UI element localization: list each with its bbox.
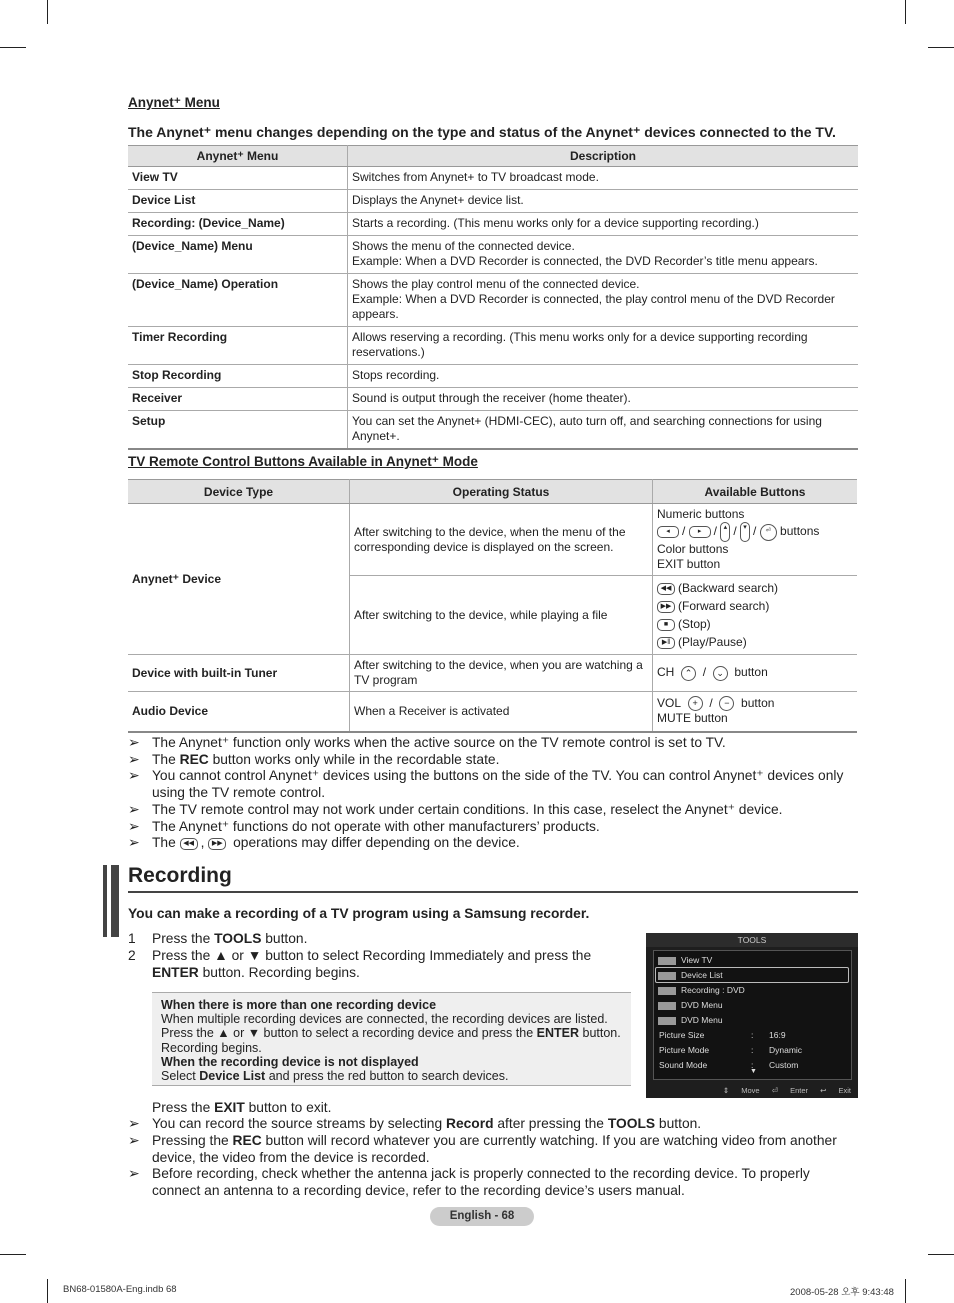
arrow-icon: ➢ <box>128 1166 140 1182</box>
recording-steps <box>128 930 638 981</box>
crop-mark <box>928 1254 954 1255</box>
mute-button-label: MUTE button <box>657 711 728 726</box>
page-number-badge: English - 68 <box>430 1207 534 1226</box>
menu-item-label: Recording : DVD <box>681 985 745 995</box>
status-cell: When a Receiver is activated <box>350 692 653 732</box>
note-item <box>128 768 848 801</box>
arrow-buttons-line: ◂ / ▸ / ▴ / ▾ / ⏎ buttons <box>657 522 853 542</box>
menu-item-label: Device List <box>681 970 723 980</box>
anynet-menu-heading: Anynet⁺ Menu <box>128 95 220 110</box>
buttons-cell <box>653 692 858 732</box>
tools-menu-footer <box>646 1086 851 1095</box>
footer-timestamp: 2008-05-28 오후 9:43:48 <box>790 1287 894 1298</box>
exit-instruction <box>152 1100 331 1115</box>
table-row <box>128 365 858 388</box>
note-item <box>128 1133 848 1167</box>
device-type-cell: Audio Device <box>128 692 350 732</box>
note-bold: REC <box>232 1132 262 1148</box>
status-cell: After switching to the device, when you are watching a TV program <box>350 655 653 692</box>
crop-mark <box>0 47 26 48</box>
desc-line: Shows the play control menu of the connected device. <box>352 277 640 291</box>
volume-down-icon: − <box>719 696 734 711</box>
box-heading: When the recording device is not displayed <box>161 1054 419 1069</box>
color-buttons-label: Color buttons <box>657 542 729 556</box>
heading-rule <box>128 891 858 893</box>
note-text: The <box>152 751 180 767</box>
note-item <box>128 1166 848 1200</box>
button-label: (Backward search) <box>678 581 779 595</box>
hint-label: Move <box>741 1086 760 1095</box>
box-text: When multiple recording devices are connected, the recording devices are listed. <box>161 1012 608 1027</box>
step-number: 2 <box>128 948 136 963</box>
section-marker <box>111 865 119 937</box>
status-cell: After switching to the device, while playing a file <box>350 576 653 655</box>
menu-cell: Device List <box>128 190 348 213</box>
note-text: after pressing the <box>493 1116 608 1131</box>
box-heading: When there is more than one recording device <box>161 998 437 1012</box>
table-row <box>128 327 858 365</box>
desc-cell: You can set the Anynet+ (HDMI-CEC), auto turn off, and searching connections for using Anynet+. <box>348 411 859 450</box>
anynet-logo-icon <box>658 972 676 980</box>
scroll-down-icon: ▼ <box>750 1068 757 1075</box>
separator: / <box>709 696 713 711</box>
desc-cell: Displays the Anynet+ device list. <box>348 190 859 213</box>
note-item <box>128 819 848 836</box>
anynet-logo-icon <box>658 987 676 995</box>
setting-key: Picture Mode <box>659 1045 710 1055</box>
anynet-logo-icon <box>658 1002 676 1010</box>
note-text: button works only while in the recordable state. <box>208 751 500 767</box>
hint-label: Enter <box>790 1086 809 1095</box>
recording-device-note-box <box>152 992 631 1086</box>
note-text: The Anynet⁺ function only works when the active source on the TV remote control is set to TV. <box>152 735 726 750</box>
recording-heading: Recording <box>128 864 232 887</box>
setting-row[interactable] <box>659 1043 844 1057</box>
menu-cell: View TV <box>128 167 348 190</box>
step-bold: TOOLS <box>214 931 262 946</box>
setting-value: Custom <box>769 1060 799 1070</box>
anynet-menu-intro: The Anynet⁺ menu changes depending on the type and status of the Anynet⁺ devices connected to the TV. <box>128 124 836 140</box>
note-text: button. <box>655 1116 702 1131</box>
desc-cell <box>348 236 859 274</box>
anynet-logo-icon <box>658 957 676 965</box>
table-row <box>128 388 858 411</box>
box-text: and press the red button to search devices. <box>265 1069 509 1084</box>
tools-menu-item[interactable] <box>658 953 712 967</box>
note-text: You cannot control Anynet⁺ devices using the buttons on the side of the TV. You can control Anynet⁺ devices only using the TV remote control. <box>152 768 844 801</box>
note-text: Pressing the <box>152 1132 233 1148</box>
step-text: Press the ▲ or ▼ button to select Recording Immediately and press the <box>152 948 592 963</box>
up-arrow-icon: ▴ <box>720 522 730 542</box>
arrow-icon: ➢ <box>128 751 140 767</box>
note-text: , <box>200 835 205 851</box>
table-row <box>128 236 858 274</box>
column-header: Description <box>348 146 859 167</box>
table-row <box>128 190 858 213</box>
device-type-cell: Anynet⁺ Device <box>128 504 350 655</box>
crop-mark <box>928 47 954 48</box>
footer-file-info: BN68-01580A-Eng.indb 68 <box>63 1284 177 1295</box>
box-bold: ENTER <box>536 1026 580 1041</box>
backward-search-line <box>657 579 853 597</box>
desc-line: Shows the menu of the connected device. <box>352 239 575 253</box>
setting-row[interactable] <box>659 1028 844 1042</box>
box-text: Recording begins. <box>161 1040 262 1055</box>
step-text: button. <box>261 931 308 946</box>
tools-menu-item[interactable] <box>658 968 723 982</box>
desc-cell: Starts a recording. (This menu works only for a device supporting recording.) <box>348 213 859 236</box>
play-pause-line <box>657 633 853 651</box>
crop-mark <box>905 1279 906 1303</box>
arrow-icon: ➢ <box>128 801 140 817</box>
setting-colon: : <box>751 1045 754 1055</box>
stop-icon: ■ <box>657 619 675 631</box>
note-item <box>128 735 848 752</box>
table-row <box>128 274 858 327</box>
column-header: Operating Status <box>350 480 653 504</box>
vol-label: VOL <box>657 696 682 711</box>
rewind-icon: ◀◀ <box>657 583 675 595</box>
note-text: You can record the source streams by selecting <box>152 1116 446 1131</box>
channel-up-icon: ⌃ <box>681 666 696 681</box>
step-item <box>128 947 638 981</box>
fast-forward-icon: ▶▶ <box>208 838 226 850</box>
recording-intro: You can make a recording of a TV program using a Samsung recorder. <box>128 906 590 921</box>
column-header: Available Buttons <box>653 480 858 504</box>
ch-label: CH <box>657 665 675 680</box>
crop-mark <box>905 0 906 24</box>
play-pause-icon: ▶‖ <box>657 637 675 649</box>
tools-menu-title: TOOLS <box>646 933 858 947</box>
arrow-icon: ➢ <box>128 735 140 750</box>
buttons-cell <box>653 576 858 655</box>
step-number: 1 <box>128 931 136 946</box>
volume-line <box>657 696 853 711</box>
note-bold: REC <box>179 751 209 767</box>
move-hint: ⇕ Move <box>722 1086 760 1095</box>
fast-forward-icon: ▶▶ <box>657 601 675 613</box>
down-arrow-icon: ▾ <box>740 522 750 542</box>
note-bold: TOOLS <box>607 1116 656 1131</box>
desc-cell: Switches from Anynet+ to TV broadcast mode. <box>348 167 859 190</box>
desc-line: Example: When a DVD Recorder is connected, the play control menu of the DVD Recorder appears. <box>352 292 835 321</box>
buttons-label: buttons <box>780 524 820 539</box>
arrow-icon: ➢ <box>128 835 140 851</box>
exit-button-label: EXIT button <box>657 557 721 571</box>
note-text: The TV remote control may not work under certain conditions. In this case, reselect the Anynet⁺ device. <box>152 801 783 817</box>
right-arrow-icon: ▸ <box>689 526 711 538</box>
step-text: button. Recording begins. <box>198 965 360 980</box>
setting-colon: : <box>751 1030 754 1040</box>
channel-down-icon: ⌄ <box>713 666 728 681</box>
note-text: The Anynet⁺ functions do not operate with other manufacturers’ products. <box>152 818 600 834</box>
step-text: Press the <box>152 931 215 946</box>
menu-cell: Recording: (Device_Name) <box>128 213 348 236</box>
note-bold: Record <box>445 1116 494 1131</box>
menu-item-label: DVD Menu <box>681 1000 723 1010</box>
desc-cell: Sound is output through the receiver (home theater). <box>348 388 859 411</box>
device-type-cell: Device with built-in Tuner <box>128 655 350 692</box>
note-text: button will record whatever you are currently watching. If you are watching video from another device, the video from the device is recorded. <box>152 1132 837 1165</box>
left-arrow-icon: ◂ <box>657 526 679 538</box>
desc-cell <box>348 274 859 327</box>
tools-menu-item[interactable] <box>658 983 745 997</box>
table-row <box>128 167 858 190</box>
hint-label: Exit <box>838 1086 851 1095</box>
forward-search-line <box>657 597 853 615</box>
menu-cell: Stop Recording <box>128 365 348 388</box>
rewind-icon: ◀◀ <box>180 838 198 850</box>
exit-hint: ↩ Exit <box>820 1086 851 1095</box>
step-bold: ENTER <box>152 965 199 980</box>
section-marker <box>103 865 107 937</box>
menu-cell: (Device_Name) Menu <box>128 236 348 274</box>
crop-mark <box>0 1254 26 1255</box>
menu-item-label: DVD Menu <box>681 1015 723 1025</box>
column-header: Device Type <box>128 480 350 504</box>
menu-cell: Setup <box>128 411 348 450</box>
volume-up-icon: + <box>688 696 703 711</box>
anynet-logo-icon <box>658 1017 676 1025</box>
menu-cell: Receiver <box>128 388 348 411</box>
button-label: button <box>741 696 775 711</box>
crop-mark <box>47 1279 48 1303</box>
step-text: Press the <box>152 1100 215 1115</box>
table-header-row <box>128 480 857 504</box>
tools-menu-item[interactable] <box>658 1013 723 1027</box>
desc-cell: Stops recording. <box>348 365 859 388</box>
enter-icon: ⏎ <box>760 524 777 541</box>
table-row <box>128 213 858 236</box>
arrow-icon: ➢ <box>128 1132 140 1148</box>
setting-key: Picture Size <box>659 1030 705 1040</box>
recording-notes <box>128 1116 848 1200</box>
box-text: button. <box>579 1026 621 1041</box>
anynet-notes <box>128 735 848 852</box>
note-item <box>128 752 848 769</box>
note-text: Before recording, check whether the antenna jack is properly connected to the recording device. To properly connect an antenna to a recording device, refer to the recording device’s users manual. <box>152 1166 810 1199</box>
table-header-row <box>128 146 858 167</box>
button-label: (Play/Pause) <box>678 635 747 649</box>
separator: / <box>702 665 707 680</box>
step-text: button to exit. <box>244 1100 332 1115</box>
button-label: button <box>734 665 768 680</box>
table-row <box>128 692 857 732</box>
setting-value: 16:9 <box>769 1030 786 1040</box>
tools-menu-screenshot <box>646 933 858 1098</box>
tools-menu-item[interactable] <box>658 998 723 1012</box>
arrow-icon: ➢ <box>128 818 140 834</box>
note-item <box>128 835 848 852</box>
note-item <box>128 1116 848 1133</box>
button-label: (Forward search) <box>678 599 770 613</box>
note-text: operations may differ depending on the device. <box>229 835 520 851</box>
tools-menu-panel <box>653 950 852 1080</box>
step-item <box>128 930 638 947</box>
setting-value: Dynamic <box>769 1045 803 1055</box>
remote-buttons-table <box>128 479 857 733</box>
remote-buttons-heading: TV Remote Control Buttons Available in Anynet⁺ Mode <box>128 454 478 469</box>
note-item <box>128 802 848 819</box>
numeric-buttons-label: Numeric buttons <box>657 507 745 521</box>
box-text: Select <box>161 1069 200 1084</box>
desc-cell: Allows reserving a recording. (This menu works only for a device supporting recording reservations.) <box>348 327 859 365</box>
anynet-menu-table <box>128 145 858 450</box>
column-header: Anynet⁺ Menu <box>128 146 348 167</box>
desc-line: Example: When a DVD Recorder is connected, the DVD Recorder’s title menu appears. <box>352 254 818 268</box>
arrow-icon: ➢ <box>128 768 140 784</box>
enter-hint: ⏎ Enter <box>771 1086 809 1095</box>
status-cell: After switching to the device, when the menu of the corresponding device is displayed on the screen. <box>350 504 653 576</box>
buttons-cell <box>653 504 858 576</box>
menu-item-label: View TV <box>681 955 713 965</box>
arrow-icon: ➢ <box>128 1116 140 1131</box>
table-row <box>128 655 857 692</box>
box-text: Press the ▲ or ▼ button to select a recording device and press the <box>161 1026 537 1041</box>
menu-cell: (Device_Name) Operation <box>128 274 348 327</box>
menu-cell: Timer Recording <box>128 327 348 365</box>
step-bold: EXIT <box>214 1100 245 1115</box>
buttons-cell <box>653 655 858 692</box>
table-row <box>128 504 857 576</box>
note-text: The <box>152 835 180 851</box>
button-label: (Stop) <box>678 617 711 631</box>
crop-mark <box>47 0 48 24</box>
setting-colon: : <box>751 1060 754 1070</box>
table-row <box>128 411 858 450</box>
box-bold: Device List <box>199 1069 266 1084</box>
stop-line <box>657 615 853 633</box>
setting-key: Sound Mode <box>659 1060 708 1070</box>
